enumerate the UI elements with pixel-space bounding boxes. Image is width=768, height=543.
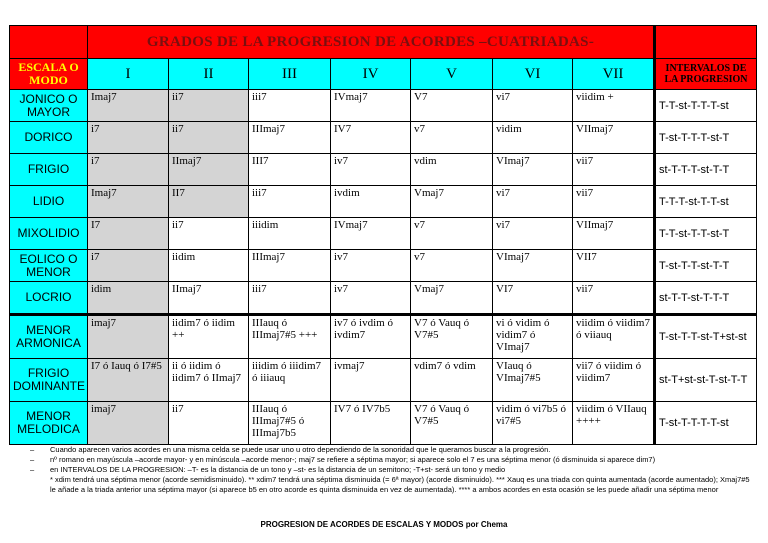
chord-cell-degree-6: VImaj7	[493, 250, 573, 282]
progression-table-wrapper	[9, 25, 756, 445]
chord-cell-degree-3: III7	[249, 154, 331, 186]
chord-cell-degree-2: IImaj7	[169, 282, 249, 315]
interval-pattern: T-st-T-T-T-T-st	[655, 402, 757, 445]
chord-cell-degree-7: viidim ó viidim7 ó viiauq	[573, 315, 655, 359]
chord-cell-degree-6: vi ó vidim ó vidim7 ó VImaj7	[493, 315, 573, 359]
table-row	[10, 186, 757, 218]
chord-cell-degree-4: IV7	[331, 122, 411, 154]
chord-cell-degree-6: vidim	[493, 122, 573, 154]
chord-cell-degree-5: vdim7 ó vdim	[411, 359, 493, 402]
chord-cell-degree-5: Vmaj7	[411, 282, 493, 315]
chord-cell-degree-5: V7	[411, 90, 493, 122]
mode-name: EOLICO O MENOR	[10, 250, 88, 282]
chord-cell-degree-3: iiidim ó iiidim7 ó iiiauq	[249, 359, 331, 402]
note-bullet: –	[30, 465, 35, 474]
mode-name: MENOR ARMONICA	[10, 315, 88, 359]
interval-pattern: st-T-T-st-T-T-T	[655, 282, 757, 315]
chord-cell-degree-3: iiidim	[249, 218, 331, 250]
chord-cell-degree-3: iii7	[249, 282, 331, 315]
interval-pattern: T-T-st-T-T-st-T	[655, 218, 757, 250]
chord-cell-degree-5: v7	[411, 122, 493, 154]
chord-cell-degree-4: IV7 ó IV7b5	[331, 402, 411, 445]
table-row	[10, 122, 757, 154]
chord-cell-degree-3: IIImaj7	[249, 122, 331, 154]
chord-cell-degree-6: vi7	[493, 186, 573, 218]
interval-pattern: T-st-T-T-st-T+st-st	[655, 315, 757, 359]
notes-section	[30, 445, 750, 495]
degree-header-2: II	[169, 59, 249, 90]
chord-cell-degree-4: iv7	[331, 154, 411, 186]
chord-cell-degree-6: vi7	[493, 218, 573, 250]
mode-name: LOCRIO	[10, 282, 88, 315]
table-body	[10, 90, 757, 445]
chord-cell-degree-7: vii7	[573, 154, 655, 186]
chord-cell-degree-1: i7	[88, 122, 169, 154]
chord-cell-degree-2: ii7	[169, 122, 249, 154]
chord-cell-degree-4: ivdim	[331, 186, 411, 218]
note-text: nº romano en mayúscula –acorde mayor- y en minúscula –acorde menor-; maj7 se refiere a séptima mayor; si aparece solo el 7 es una séptima menor (ó disminuida si aparece dim7)	[50, 455, 656, 464]
progression-table	[9, 25, 757, 445]
chord-cell-degree-2: ii7	[169, 90, 249, 122]
chord-cell-degree-4: iv7	[331, 250, 411, 282]
chord-cell-degree-4: iv7	[331, 282, 411, 315]
page-title: GRADOS DE LA PROGRESION DE ACORDES –CUATRIADAS-	[88, 26, 655, 59]
chord-cell-degree-7: VIImaj7	[573, 218, 655, 250]
chord-cell-degree-5: vdim	[411, 154, 493, 186]
chord-cell-degree-2: ii ó iidim ó iidim7 ó IImaj7	[169, 359, 249, 402]
chord-cell-degree-6: VIauq ó VImaj7#5	[493, 359, 573, 402]
mode-name: DORICO	[10, 122, 88, 154]
chord-cell-degree-3: iii7	[249, 186, 331, 218]
chord-cell-degree-7: viidim +	[573, 90, 655, 122]
escala-modo-header: ESCALA O MODO	[10, 59, 88, 90]
chord-cell-degree-3: IIIauq ó IIImaj7#5 ó IIImaj7b5	[249, 402, 331, 445]
degree-header-3: III	[249, 59, 331, 90]
interval-pattern: st-T+st-st-T-st-T-T	[655, 359, 757, 402]
note-item	[30, 465, 750, 475]
chord-cell-degree-1: idim	[88, 282, 169, 315]
table-row	[10, 250, 757, 282]
intervalos-header: INTERVALOS DE LA PROGRESION	[655, 59, 757, 90]
chord-cell-degree-3: IIIauq ó IIImaj7#5 +++	[249, 315, 331, 359]
degree-header-4: IV	[331, 59, 411, 90]
degree-header-6: VI	[493, 59, 573, 90]
chord-cell-degree-4: IVmaj7	[331, 90, 411, 122]
interval-pattern: T-st-T-T-st-T-T	[655, 250, 757, 282]
note-item	[30, 475, 750, 495]
chord-cell-degree-7: VIImaj7	[573, 122, 655, 154]
chord-cell-degree-4: IVmaj7	[331, 218, 411, 250]
table-row	[10, 218, 757, 250]
chord-cell-degree-7: vii7	[573, 282, 655, 315]
note-text: en INTERVALOS DE LA PROGRESION: –T- es la distancia de un tono y –st- es la distancia de un semitono; -T+st- será un tono y medio	[50, 465, 506, 474]
chord-cell-degree-7: viidim ó VIIauq ++++	[573, 402, 655, 445]
note-text: * xdim tendrá una séptima menor (acorde semidisminuido). ** xdim7 tendrá una séptima disminuida (= 6ª mayor) (acorde disminuido). *** Xauq es una triada con quinta aumentada (acorde aumentado); Xmaj7#5 le añade a la triada anterior una séptima mayor (si aparece b5 en otro acorde es quinta disminuida en vez de aumentada). **** a ambos acordes en esta ocasión se les puede añadir una séptima menor	[50, 475, 750, 494]
chord-cell-degree-5: Vmaj7	[411, 186, 493, 218]
chord-cell-degree-2: II7	[169, 186, 249, 218]
chord-cell-degree-1: i7	[88, 250, 169, 282]
chord-cell-degree-2: iidim	[169, 250, 249, 282]
chord-cell-degree-6: vi7	[493, 90, 573, 122]
chord-cell-degree-1: imaj7	[88, 315, 169, 359]
mode-name: JONICO O MAYOR	[10, 90, 88, 122]
chord-cell-degree-1: Imaj7	[88, 186, 169, 218]
degree-header-1: I	[88, 59, 169, 90]
chord-cell-degree-5: V7 ó Vauq ó V7#5	[411, 402, 493, 445]
chord-cell-degree-4: iv7 ó ivdim ó ivdim7	[331, 315, 411, 359]
chord-cell-degree-7: vii7 ó viidim ó viidim7	[573, 359, 655, 402]
chord-cell-degree-4: ivmaj7	[331, 359, 411, 402]
chord-cell-degree-5: v7	[411, 250, 493, 282]
degree-header-7: VII	[573, 59, 655, 90]
chord-cell-degree-1: i7	[88, 154, 169, 186]
table-row	[10, 359, 757, 402]
title-corner-right	[655, 26, 757, 59]
chord-cell-degree-1: I7	[88, 218, 169, 250]
mode-name: FRIGIO	[10, 154, 88, 186]
mode-name: MIXOLIDIO	[10, 218, 88, 250]
note-item	[30, 455, 750, 465]
note-bullet: –	[30, 445, 35, 454]
note-bullet	[30, 475, 50, 495]
note-item	[30, 445, 750, 455]
degree-header-5: V	[411, 59, 493, 90]
chord-cell-degree-3: IIImaj7	[249, 250, 331, 282]
table-row	[10, 154, 757, 186]
chord-cell-degree-2: IImaj7	[169, 154, 249, 186]
note-bullet: –	[30, 455, 35, 464]
chord-cell-degree-2: ii7	[169, 402, 249, 445]
note-text: Cuando aparecen varios acordes en una misma celda se puede usar uno u otro dependiendo de la sonoridad que le queramos buscar a la progresión.	[50, 445, 551, 454]
mode-name: FRIGIO DOMINANTE	[10, 359, 88, 402]
interval-pattern: st-T-T-T-st-T-T	[655, 154, 757, 186]
interval-pattern: T-T-st-T-T-T-st	[655, 90, 757, 122]
chord-cell-degree-6: VImaj7	[493, 154, 573, 186]
mode-name: MENOR MELODICA	[10, 402, 88, 445]
chord-cell-degree-5: v7	[411, 218, 493, 250]
chord-cell-degree-1: imaj7	[88, 402, 169, 445]
table-row	[10, 402, 757, 445]
chord-cell-degree-1: Imaj7	[88, 90, 169, 122]
title-corner	[10, 26, 88, 59]
interval-pattern: T-T-T-st-T-T-st	[655, 186, 757, 218]
interval-pattern: T-st-T-T-T-st-T	[655, 122, 757, 154]
chord-cell-degree-3: iii7	[249, 90, 331, 122]
chord-cell-degree-6: vidim ó vi7b5 ó vi7#5	[493, 402, 573, 445]
table-row	[10, 282, 757, 315]
chord-cell-degree-7: VII7	[573, 250, 655, 282]
chord-cell-degree-1: I7 ó Iauq ó I7#5	[88, 359, 169, 402]
footer-caption: PROGRESION DE ACORDES DE ESCALAS Y MODOS por Chema	[260, 520, 508, 529]
chord-cell-degree-2: ii7	[169, 218, 249, 250]
table-row	[10, 315, 757, 359]
chord-cell-degree-6: VI7	[493, 282, 573, 315]
title-row	[10, 26, 757, 59]
chord-cell-degree-5: V7 ó Vauq ó V7#5	[411, 315, 493, 359]
header-row	[10, 59, 757, 90]
chord-cell-degree-2: iidim7 ó iidim ++	[169, 315, 249, 359]
table-row	[10, 90, 757, 122]
chord-cell-degree-7: vii7	[573, 186, 655, 218]
mode-name: LIDIO	[10, 186, 88, 218]
